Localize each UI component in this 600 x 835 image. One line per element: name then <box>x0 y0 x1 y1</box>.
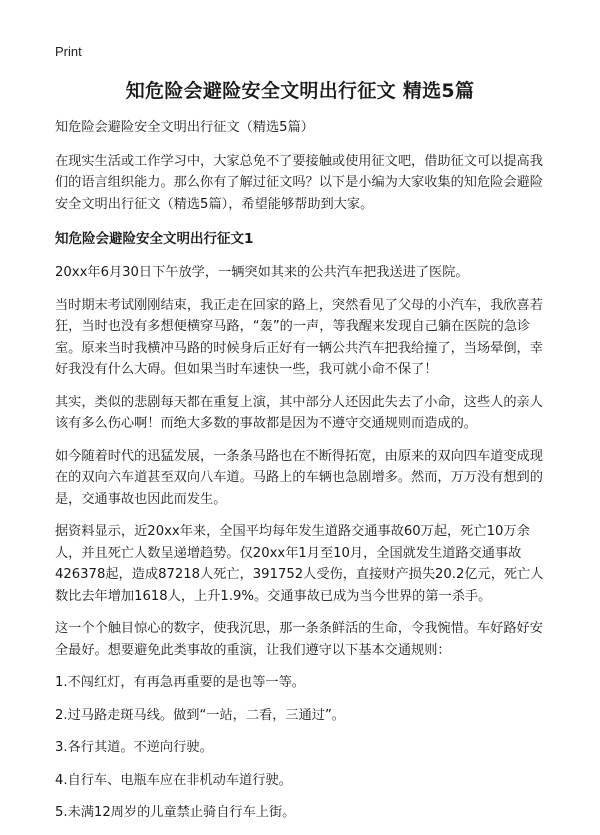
intro-paragraph: 在现实生活或工作学习中，大家总免不了要接触或使用征文吧，借助征文可以提高我们的语言组织能力。那么你有了解过征文吗？以下是小编为大家收集的知危险会避险安全文明出行征文（精选5篇），希望能够帮助到大家。 <box>55 153 543 212</box>
body-paragraph: 当时期末考试刚刚结束，我正走在回家的路上，突然看见了父母的小汽车，我欣喜若狂，当时也没有多想便横穿马路，“轰”的一声，等我醒来发现自己躺在医院的急诊室。原来当时我横冲马路的时候身后正好有一辆公共汽车把我给撞了，当场晕倒，幸好我没有什么大碍。但如果当时车速快一些，我可就小命不保了！ <box>55 297 543 377</box>
rule-item: 2.过马路走斑马线。做到“一站，二看，三通过”。 <box>55 707 345 723</box>
document-title: 知危险会避险安全文明出行征文 精选5篇 <box>125 80 475 102</box>
print-link[interactable]: Print <box>55 44 82 59</box>
traffic-rules-list <box>55 672 550 824</box>
body-paragraph: 这一个个触目惊心的数字，使我沉思，那一条条鲜活的生命，令我惋惜。车好路好安全最好。想要避免此类事故的重演，让我们遵守以下基本交通规则： <box>55 621 543 658</box>
rule-item: 3.各行其道。不逆向行驶。 <box>55 740 213 755</box>
body-paragraph: 如今随着时代的迅猛发展，一条条马路也在不断得拓宽，由原来的双向四车道变成现在的双向六车道甚至双向八车道。马路上的车辆也急剧增多。然而，万万没有想到的是，交通事故也因此而发生。 <box>55 448 543 507</box>
document-subtitle: 知危险会避险安全文明出行征文（精选5篇） <box>55 120 314 135</box>
rule-item: 4.自行车、电瓶车应在非机动车道行驶。 <box>55 772 292 788</box>
body-paragraph: 据资料显示，近20xx年来，全国平均每年发生道路交通事故60万起，死亡10万余人，并且死亡人数呈递增趋势。仅20xx年1月至10月，全国就发生道路交通事故426378起，造成87218人死亡，391752人受伤，直接财产损失20.2亿元，死亡人数比去年增加1618人，上升1.9%。交通事故已成为当今世界的第一杀手。 <box>55 524 544 604</box>
body-paragraph: 20xx年6月30日下午放学，一辆突如其来的公共汽车把我送进了医院。 <box>55 265 469 280</box>
body-paragraph: 其实，类似的悲剧每天都在重复上演，其中部分人还因此失去了小命，这些人的亲人该有多么伤心啊！而绝大多数的事故都是因为不遵守交通规则而造成的。 <box>55 394 543 431</box>
rule-item: 1.不闯红灯，有再急再重要的是也等一等。 <box>55 675 305 690</box>
rule-item: 5.未满12周岁的儿童禁止骑自行车上街。 <box>55 805 296 820</box>
document-body <box>55 117 550 835</box>
section-heading: 知危险会避险安全文明出行征文1 <box>55 231 254 247</box>
